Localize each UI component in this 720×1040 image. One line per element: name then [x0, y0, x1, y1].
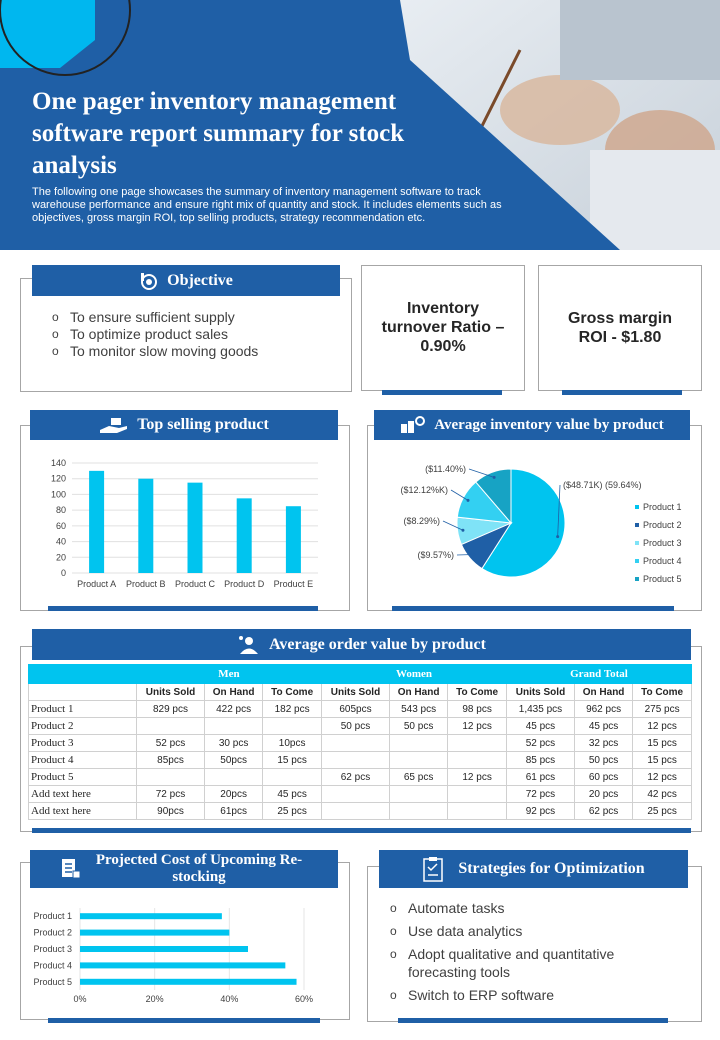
- avg-order-bar: [32, 828, 691, 833]
- y-tick-label: 100: [50, 489, 66, 500]
- table-cell: 72 pcs: [137, 786, 205, 803]
- row-label: Product 3: [29, 735, 137, 752]
- bar: [80, 979, 297, 985]
- y-tick-label: Product 4: [33, 960, 72, 971]
- top-selling-title: Top selling product: [137, 416, 269, 433]
- leader-dot: [472, 553, 475, 556]
- table-cell: 52 pcs: [137, 735, 205, 752]
- leader-dot: [493, 476, 496, 479]
- table-cell: 50 pcs: [389, 718, 447, 735]
- table-cell: 61 pcs: [506, 769, 574, 786]
- strategies-bar: [398, 1018, 668, 1023]
- table-cell: [389, 752, 447, 769]
- table-row: [29, 786, 692, 803]
- table-row: [29, 769, 692, 786]
- pie-label: ($48.71K) (59.64%): [563, 480, 642, 490]
- y-tick-label: 140: [50, 458, 66, 468]
- y-tick-label: Product 2: [33, 927, 72, 938]
- projected-header: [30, 850, 338, 888]
- y-tick-label: 20: [55, 552, 66, 563]
- x-tick-label: Product A: [77, 579, 117, 589]
- table-cell: 32 pcs: [574, 735, 632, 752]
- row-label: Product 4: [29, 752, 137, 769]
- table-cell: 85pcs: [137, 752, 205, 769]
- y-tick-label: 120: [50, 473, 66, 484]
- table-cell: 12 pcs: [448, 718, 507, 735]
- table-cell: 275 pcs: [633, 701, 692, 718]
- table-row: [29, 803, 692, 820]
- table-cell: [389, 803, 447, 820]
- table-header-row: [29, 684, 692, 701]
- projected-bar: [48, 1018, 320, 1023]
- x-tick-label: Product E: [273, 579, 314, 589]
- pie-label: ($11.40%): [425, 464, 466, 474]
- pie-label: ($9.57%): [417, 550, 454, 560]
- y-tick-label: Product 5: [33, 976, 72, 987]
- col-on-hand: On Hand: [204, 684, 262, 701]
- table-cell: [204, 718, 262, 735]
- page-subtitle: The following one page showcases the summary of inventory management software to track warehouse performance and ensure right mix of quantity and stock. It includes elements such as objectives, gross margin ROI, top selling products, strategy recommendation etc.: [32, 186, 502, 224]
- avg-order-table: [28, 664, 692, 820]
- table-cell: 62 pcs: [574, 803, 632, 820]
- table-corner: [29, 665, 137, 684]
- bar: [286, 506, 301, 573]
- col-to-come: To Come: [448, 684, 507, 701]
- table-cell: 45 pcs: [506, 718, 574, 735]
- person-coins-icon: [237, 635, 261, 655]
- table-cell: [137, 769, 205, 786]
- table-cell: 92 pcs: [506, 803, 574, 820]
- table-cell: 45 pcs: [574, 718, 632, 735]
- table-cell: [321, 735, 389, 752]
- x-tick-label: Product C: [174, 579, 216, 589]
- group-men: Men: [137, 665, 322, 684]
- leader-dot: [467, 499, 470, 502]
- kpi-gross-margin: Gross margin ROI - $1.80: [567, 309, 673, 346]
- table-row: [29, 718, 692, 735]
- y-tick-label: 60: [55, 520, 66, 531]
- header-banner: [0, 0, 720, 250]
- table-cell: 50pcs: [204, 752, 262, 769]
- clipboard-icon: [422, 856, 444, 882]
- legend-label: Product 1: [643, 502, 682, 512]
- bar: [138, 479, 153, 573]
- table-cell: 72 pcs: [506, 786, 574, 803]
- table-cell: 20pcs: [204, 786, 262, 803]
- table-cell: 90pcs: [137, 803, 205, 820]
- table-cell: 543 pcs: [389, 701, 447, 718]
- table-cell: [448, 752, 507, 769]
- table-cell: 15 pcs: [633, 752, 692, 769]
- pie-label: ($8.29%): [403, 516, 440, 526]
- table-cell: [263, 718, 322, 735]
- list-item: o To ensure sufficient supply: [50, 309, 340, 326]
- row-label: Product 1: [29, 701, 137, 718]
- table-cell: 45 pcs: [263, 786, 322, 803]
- table-cell: 182 pcs: [263, 701, 322, 718]
- table-cell: 60 pcs: [574, 769, 632, 786]
- legend-label: Product 3: [643, 538, 682, 548]
- table-cell: 30 pcs: [204, 735, 262, 752]
- strategies-list: [388, 899, 658, 1004]
- table-cell: [204, 769, 262, 786]
- col-units-sold: Units Sold: [137, 684, 205, 701]
- y-tick-label: 0: [60, 568, 66, 578]
- legend-label: Product 5: [643, 574, 682, 584]
- col-to-come: To Come: [263, 684, 322, 701]
- bar: [80, 946, 248, 952]
- legend-label: Product 4: [643, 556, 682, 566]
- table-cell: 20 pcs: [574, 786, 632, 803]
- table-cell: 65 pcs: [389, 769, 447, 786]
- top-selling-bar: [48, 606, 318, 611]
- strategies-title: Strategies for Optimization: [458, 860, 645, 877]
- table-cell: [448, 786, 507, 803]
- table-cell: 15 pcs: [263, 752, 322, 769]
- table-row: [29, 752, 692, 769]
- objective-list: [50, 309, 340, 360]
- legend-label: Product 2: [643, 520, 682, 530]
- table-cell: 25 pcs: [633, 803, 692, 820]
- projected-chart: [28, 902, 328, 1010]
- col-units-sold: Units Sold: [506, 684, 574, 701]
- avg-order-header: [32, 629, 691, 660]
- row-label: Add text here: [29, 786, 137, 803]
- x-tick-label: Product D: [224, 579, 265, 589]
- top-selling-chart: [40, 455, 330, 595]
- table-cell: 1,435 pcs: [506, 701, 574, 718]
- legend-swatch: [635, 541, 639, 545]
- y-tick-label: 80: [55, 505, 66, 516]
- leader-dot: [461, 529, 464, 532]
- legend-swatch: [635, 523, 639, 527]
- x-tick-label: 60%: [294, 994, 314, 1004]
- y-tick-label: 40: [55, 536, 66, 547]
- table-cell: 15 pcs: [633, 735, 692, 752]
- table-cell: 50 pcs: [574, 752, 632, 769]
- avg-inventory-chart: [380, 455, 695, 600]
- leader-dot: [556, 535, 559, 538]
- inventory-icon: [400, 416, 426, 434]
- table-cell: 605pcs: [321, 701, 389, 718]
- group-women: Women: [321, 665, 506, 684]
- table-group-row: [29, 665, 692, 684]
- row-label: Add text here: [29, 803, 137, 820]
- objective-icon: [139, 271, 159, 291]
- legend-swatch: [635, 505, 639, 509]
- bar: [80, 913, 222, 919]
- pie-label: ($12.12%K): [400, 485, 448, 495]
- y-tick-label: Product 1: [33, 911, 72, 922]
- kpi-gross-margin-bar: [562, 390, 682, 395]
- projected-title: Projected Cost of Upcoming Re-stocking: [95, 852, 303, 885]
- table-cell: [321, 752, 389, 769]
- list-item: o Switch to ERP software: [388, 986, 658, 1004]
- table-cell: 62 pcs: [321, 769, 389, 786]
- top-selling-header: [30, 410, 338, 440]
- table-cell: 829 pcs: [137, 701, 205, 718]
- avg-inventory-bar: [392, 606, 674, 611]
- x-tick-label: Product B: [126, 579, 166, 589]
- table-cell: 10pcs: [263, 735, 322, 752]
- table-cell: 61pcs: [204, 803, 262, 820]
- table-cell: 12 pcs: [633, 718, 692, 735]
- table-cell: 422 pcs: [204, 701, 262, 718]
- bar: [188, 483, 203, 573]
- bar: [237, 498, 252, 573]
- list-item: o To optimize product sales: [50, 326, 340, 343]
- table-cell: [263, 769, 322, 786]
- legend-swatch: [635, 559, 639, 563]
- table-cell: [389, 786, 447, 803]
- list-item: o Automate tasks: [388, 899, 658, 917]
- table-header-blank: [29, 684, 137, 701]
- avg-inventory-header: [374, 410, 690, 440]
- x-tick-label: 0%: [73, 994, 87, 1004]
- table-cell: [137, 718, 205, 735]
- table-cell: 12 pcs: [633, 769, 692, 786]
- x-tick-label: 20%: [145, 994, 164, 1004]
- col-units-sold: Units Sold: [321, 684, 389, 701]
- row-label: Product 2: [29, 718, 137, 735]
- kpi-turnover: Inventory turnover Ratio – 0.90%: [381, 300, 505, 355]
- objective-title: Objective: [167, 271, 233, 289]
- bar: [80, 962, 285, 968]
- table-cell: 42 pcs: [633, 786, 692, 803]
- page-title: One pager inventory management software report summary for stock analysis: [32, 88, 405, 179]
- y-tick-label: Product 3: [33, 944, 72, 954]
- table-cell: 12 pcs: [448, 769, 507, 786]
- table-cell: 25 pcs: [263, 803, 322, 820]
- table-cell: 962 pcs: [574, 701, 632, 718]
- strategies-header: [379, 850, 688, 888]
- table-cell: 52 pcs: [506, 735, 574, 752]
- table-cell: 98 pcs: [448, 701, 507, 718]
- list-item: o Use data analytics: [388, 922, 658, 940]
- col-to-come: To Come: [633, 684, 692, 701]
- table-row: [29, 701, 692, 718]
- row-label: Product 5: [29, 769, 137, 786]
- table-cell: [448, 735, 507, 752]
- table-cell: [321, 786, 389, 803]
- kpi-turnover-bar: [382, 390, 502, 395]
- document-icon: [59, 858, 81, 880]
- table-cell: 50 pcs: [321, 718, 389, 735]
- table-cell: 85 pcs: [506, 752, 574, 769]
- col-on-hand: On Hand: [389, 684, 447, 701]
- hand-box-icon: [99, 416, 129, 434]
- table-cell: [448, 803, 507, 820]
- avg-order-title: Average order value by product: [269, 635, 486, 653]
- list-item: o To monitor slow moving goods: [50, 343, 340, 360]
- x-tick-label: 40%: [220, 994, 239, 1004]
- list-item: o Adopt qualitative and quantitative forecasting tools: [388, 945, 658, 981]
- legend-swatch: [635, 577, 639, 581]
- table-row: [29, 735, 692, 752]
- avg-inventory-title: Average inventory value by product: [434, 416, 664, 433]
- objective-header: [32, 265, 340, 296]
- table-cell: [321, 803, 389, 820]
- bar: [80, 930, 229, 936]
- bar: [89, 471, 104, 573]
- col-on-hand: On Hand: [574, 684, 632, 701]
- group-grand-total: Grand Total: [506, 665, 691, 684]
- table-cell: [389, 735, 447, 752]
